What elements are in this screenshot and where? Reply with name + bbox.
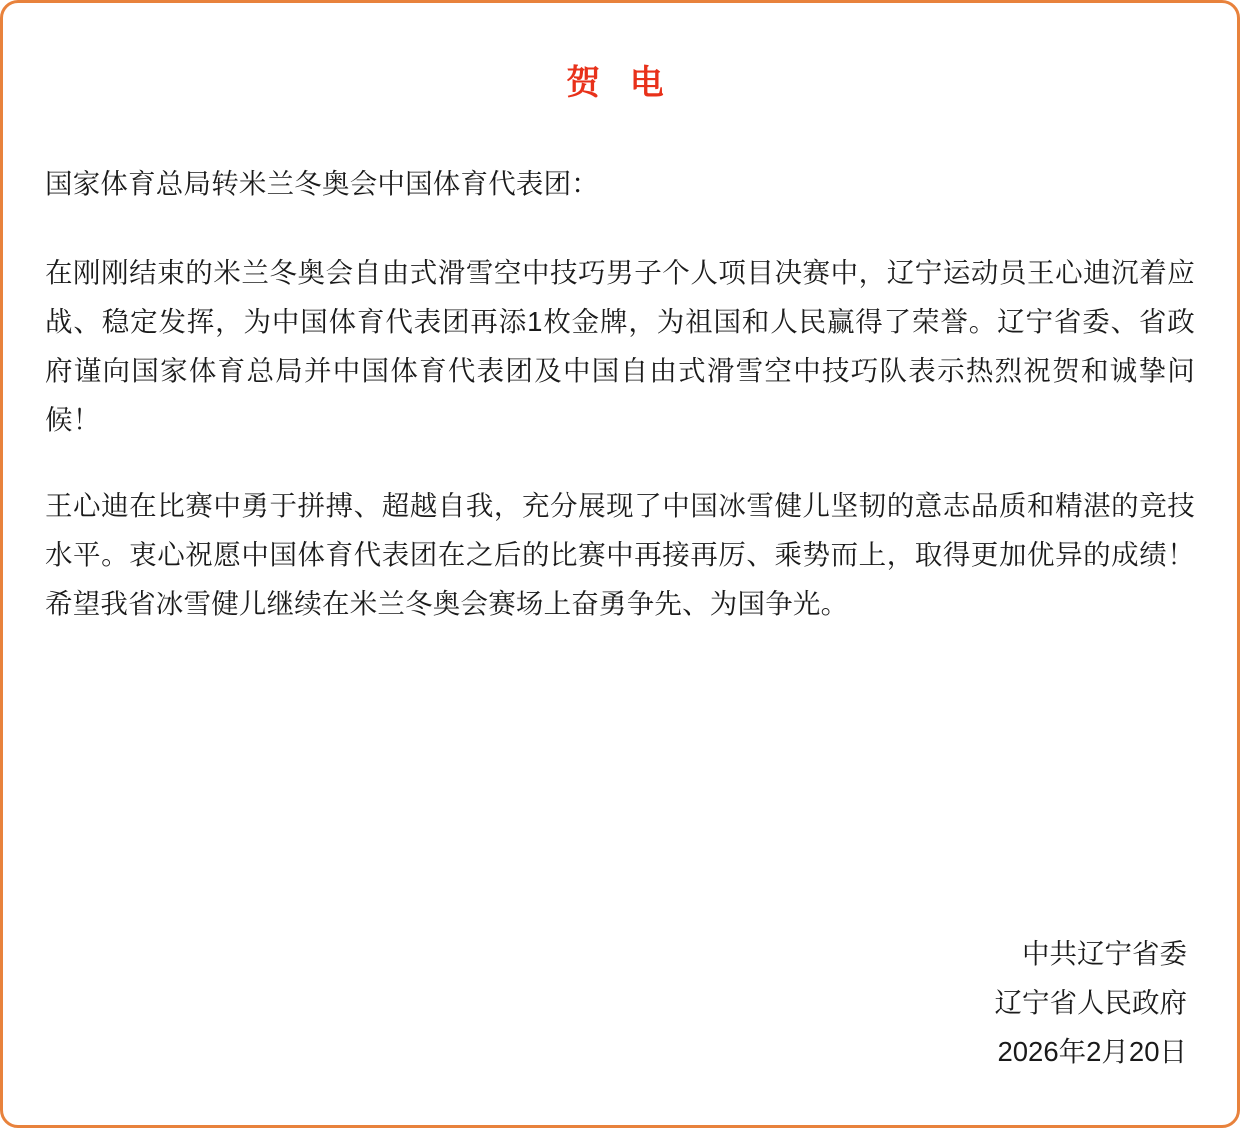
signature-organization-1: 中共辽宁省委	[1022, 938, 1187, 970]
salutation: 国家体育总局转米兰冬奥会中国体育代表团：	[45, 167, 599, 199]
document-body	[43, 160, 1197, 668]
page-title: 贺 电	[566, 64, 674, 102]
signature-organization-2: 辽宁省人民政府	[994, 987, 1187, 1019]
body-paragraph-1: 在刚刚结束的米兰冬奥会自由式滑雪空中技巧男子个人项目决赛中，辽宁运动员王心迪沉着应战、稳定发挥，为中国体育代表团再添1枚金牌，为祖国和人民赢得了荣誉。辽宁省委、省政府谨向国家体育总局并中国体育代表团及中国自由式滑雪空中技巧队表示热烈祝贺和诚挚问候！	[45, 256, 1195, 435]
signature-date: 2026年2月20日	[997, 1036, 1187, 1068]
signature-block	[43, 930, 1197, 1095]
body-paragraph-2: 王心迪在比赛中勇于拼搏、超越自我，充分展现了中国冰雪健儿坚韧的意志品质和精湛的竞技水平。衷心祝愿中国体育代表团在之后的比赛中再接再厉、乘势而上，取得更加优异的成绩！希望我省冰雪健儿继续在米兰冬奥会赛场上奋勇争先、为国争光。	[45, 490, 1195, 620]
